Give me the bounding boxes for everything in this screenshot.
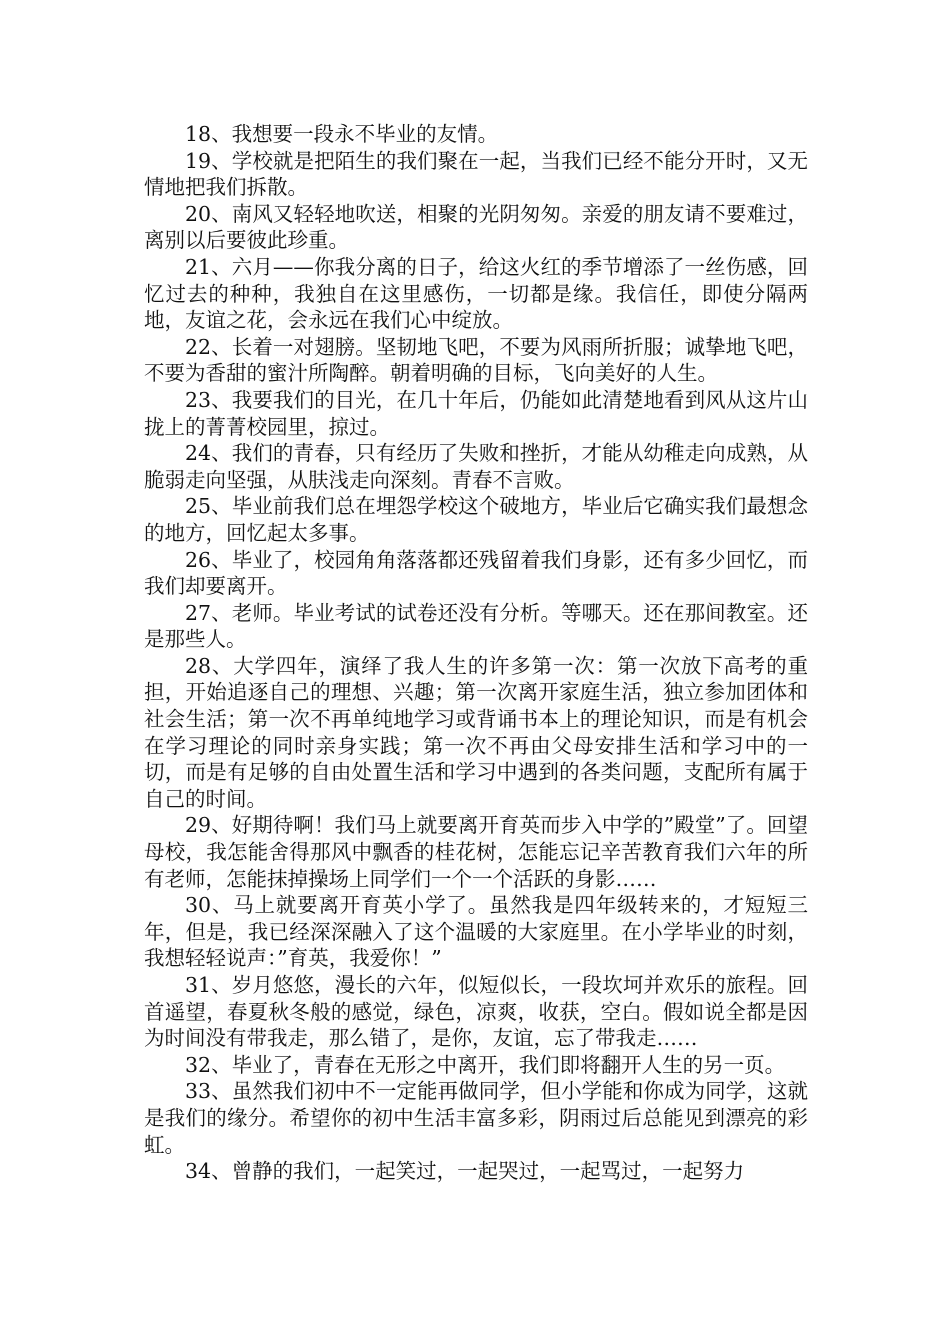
paragraph-30: 30、马上就要离开育英小学了。虽然我是四年级转来的，才短短三年，但是，我已经深深融入了这个温暖的大家庭里。在小学毕业的时刻，我想轻轻说声：”育英，我爱你！” [144, 893, 808, 971]
paragraph-18: 18、我想要一段永不毕业的友情。 [185, 122, 499, 146]
paragraph-31: 31、岁月悠悠，漫长的六年，似短似长，一段坎坷并欢乐的旅程。回首遥望，春夏秋冬般的感觉，绿色，凉爽，收获，空白。假如说全都是因为时间没有带我走，那么错了，是你，友谊，忘了带我走…… [144, 973, 808, 1051]
paragraph-26: 26、毕业了，校园角角落落都还残留着我们身影，还有多少回忆，而我们却要离开。 [144, 547, 808, 599]
paragraph-28: 28、大学四年，演绎了我人生的许多第一次：第一次放下高考的重担，开始追逐自己的理想、兴趣；第一次离开家庭生活，独立参加团体和社会生活；第一次不再单纯地学习或背诵书本上的理论知识，而是有机会在学习理论的同时亲身实践；第一次不再由父母安排生活和学习中的一切，而是有足够的自由处置生活和学习中遇到的各类问题，支配所有属于自己的时间。 [144, 653, 808, 811]
paragraph-23: 23、我要我们的目光，在几十年后，仍能如此清楚地看到风从这片山拢上的菁菁校园里，掠过。 [144, 387, 808, 439]
paragraph-21: 21、六月——你我分离的日子，给这火红的季节增添了一丝伤感，回忆过去的种种，我独自在这里感伤，一切都是缘。我信任，即使分隔两地，友谊之花，会永远在我们心中绽放。 [144, 254, 808, 333]
paragraph-27: 27、老师。毕业考试的试卷还没有分析。等哪天。还在那间教室。还是那些人。 [144, 600, 808, 652]
paragraph-20: 20、南风又轻轻地吹送，相聚的光阴匆匆。亲爱的朋友请不要难过，离别以后要彼此珍重。 [144, 201, 808, 253]
paragraph-24: 24、我们的青春，只有经历了失败和挫折，才能从幼稚走向成熟，从脆弱走向坚强，从肤浅走向深刻。青春不言败。 [144, 441, 808, 492]
paragraph-34: 34、曾静的我们，一起笑过，一起哭过，一起骂过，一起努力 [185, 1159, 745, 1184]
paragraph-22: 22、长着一对翅膀。坚韧地飞吧，不要为风雨所折服；诚挚地飞吧，不要为香甜的蜜汁所陶醉。朝着明确的目标，飞向美好的人生。 [144, 334, 808, 386]
paragraph-29: 29、好期待啊！我们马上就要离开育英而步入中学的”殿堂”了。回望母校，我怎能舍得那风中飘香的桂花树，怎能忘记辛苦教育我们六年的所有老师，怎能抹掉操场上同学们一个一个活跃的身影…… [144, 813, 808, 891]
paragraph-19: 19、学校就是把陌生的我们聚在一起，当我们已经不能分开时，又无情地把我们拆散。 [144, 148, 808, 200]
paragraph-25: 25、毕业前我们总在埋怨学校这个破地方，毕业后它确实我们最想念的地方，回忆起太多事。 [144, 494, 808, 545]
document-body [144, 121, 808, 1185]
paragraph-32: 32、毕业了，青春在无形之中离开，我们即将翻开人生的另一页。 [185, 1052, 786, 1077]
paragraph-33: 33、虽然我们初中不一定能再做同学，但小学能和你成为同学，这就是我们的缘分。希望你的初中生活丰富多彩，阴雨过后总能见到漂亮的彩虹。 [144, 1079, 808, 1157]
